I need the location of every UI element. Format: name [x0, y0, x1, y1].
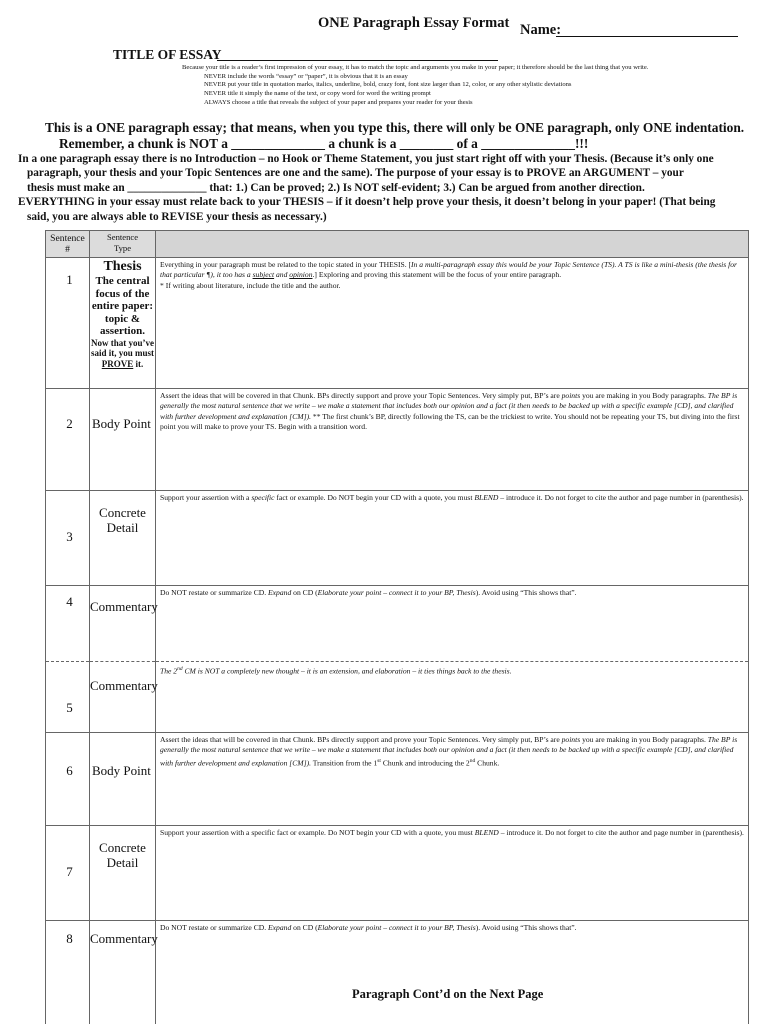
sentence-type: Body Point [90, 389, 156, 491]
title-rule: NEVER title it simply the name of the text, or copy word for word the writing prompt [204, 90, 431, 98]
table-row [46, 389, 749, 491]
name-label: Name: [520, 22, 562, 38]
desc-text: Transition from the 1 [311, 758, 378, 768]
desc-text: Do NOT restate or summarize CD. [160, 588, 269, 597]
desc-text: specific [251, 493, 275, 502]
desc-text: and [274, 270, 290, 280]
footer-continued-note: Paragraph Cont’d on the Next Page [352, 987, 544, 1001]
desc-text: you are making in you Body paragraphs. [580, 391, 708, 400]
sentence-number: 5 [46, 662, 90, 733]
intro-paragraph-everything [18, 195, 758, 224]
sentence-type: Commentary [90, 921, 156, 1024]
desc-text: Support your assertion with a specific fact or example. Do NOT begin your CD with a quote, you must [160, 828, 475, 837]
header-text: # [65, 244, 70, 255]
sentence-number: 1 [46, 258, 90, 389]
essay-title-label: TITLE OF ESSAY [113, 47, 222, 62]
title-rule: NEVER include the words “essay” or “paper”, it is obvious that it is an essay [204, 72, 408, 80]
header-description [156, 231, 749, 258]
table-row [46, 733, 749, 826]
thesis-title: Thesis [103, 259, 142, 274]
sentence-type: Concrete Detail [90, 491, 156, 586]
sentence-description[interactable] [156, 586, 749, 662]
desc-text: you are making in you Body paragraphs. [580, 735, 708, 744]
desc-text: Support your assertion with a [160, 493, 252, 502]
desc-text: Expand [268, 588, 292, 597]
desc-text: In a multi-paragraph essay this would be your Topic Sentence (TS). A TS is like a mini-thesis (the thesis for that particular ¶), it too has a [160, 260, 737, 280]
sentence-type: Body Point [90, 733, 156, 826]
desc-text: on CD ( [291, 923, 318, 932]
desc-text: .] Exploring and proving this statement will be the focus of your entire paragraph. [312, 270, 562, 280]
desc-text: BLEND [474, 828, 499, 837]
sentence-type: Commentary [90, 586, 156, 662]
table-row [46, 258, 749, 389]
thesis-note-text: it. [133, 358, 144, 369]
desc-text: – introduce it. Do not forget to cite the author and page number in (parenthesis). [498, 493, 744, 502]
sentence-number: 2 [46, 389, 90, 491]
desc-text: subject [252, 270, 275, 280]
table-row [46, 491, 749, 586]
desc-text: Assert the ideas that will be covered in that Chunk. BPs directly support and prove your Topic Sentences. Very simply put, BP’s are [160, 735, 562, 744]
desc-text: Assert the ideas that will be covered in that Chunk. BPs directly support and prove your Topic Sentences. Very simply put, BP’s are [160, 391, 562, 400]
document-title: ONE Paragraph Essay Format [318, 15, 510, 31]
intro-text: thesis must make an ______________ that: 1.) Can be proved; 2.) Is NOT self-evident; 3.) Can be argued from another direction. [27, 181, 645, 194]
desc-text: Elaborate your point – connect it to your BP, Thesis [317, 588, 476, 597]
header-sentence-number [46, 231, 90, 258]
intro-paragraph-thesis [18, 152, 758, 195]
desc-text: points [561, 391, 581, 400]
desc-text: Do NOT restate or summarize CD. [160, 923, 269, 932]
desc-text: ). Avoid using “This shows that”. [475, 588, 577, 597]
desc-text: points [561, 735, 581, 744]
sentence-type-thesis [90, 258, 156, 389]
sentence-description[interactable] [156, 662, 749, 733]
name-blank-line[interactable] [556, 36, 738, 37]
desc-text: Expand [268, 923, 292, 932]
thesis-description: The central focus of the entire paper: topic & assertion. [91, 275, 154, 337]
sentence-description[interactable] [156, 258, 749, 389]
desc-superscript: nd [469, 757, 476, 764]
sentence-number: 6 [46, 733, 90, 826]
sentence-description[interactable] [156, 826, 749, 921]
desc-text: fact or example. Do NOT begin your CD with a quote, you must [274, 493, 475, 502]
desc-superscript: st [377, 757, 381, 764]
desc-text: The 2 [160, 666, 178, 676]
desc-text: ). Avoid using “This shows that”. [475, 923, 577, 932]
table-row [46, 662, 749, 733]
table-row [46, 921, 749, 1024]
title-rule: Because your title is a reader’s first impression of your essay, it has to match the topic and arguments you make in your paper; it therefore should be the last thing that you write. [182, 64, 649, 71]
intro-line-chunk: Remember, a chunk is NOT a ______________ a chunk is a ________ of a ______________!!! [59, 136, 589, 151]
sentence-description[interactable] [156, 921, 749, 1024]
table-header-row [46, 231, 749, 258]
thesis-note-text: Now that you’ve said it, you must [90, 337, 154, 358]
sentence-type: Concrete Detail [90, 826, 156, 921]
title-rule: ALWAYS choose a title that reveals the subject of your paper and prepares your reader for your thesis [204, 98, 473, 106]
intro-text: said, you are always able to REVISE your thesis as necessary.) [27, 210, 327, 223]
desc-text: ** The first chunk’s BP, directly following the TS, can be the trickiest to write. You should not be repeating your TS, but diving into the first point you will make to prove your TS. Begin with a transition word. [160, 411, 740, 432]
essay-format-table [45, 230, 749, 1024]
sentence-description[interactable] [156, 389, 749, 491]
desc-text: BLEND [474, 493, 499, 502]
header-text: Type [113, 243, 132, 253]
sentence-type: Commentary [90, 662, 156, 733]
sentence-number: 3 [46, 491, 90, 586]
desc-text: Chunk and introducing the 2 [380, 758, 470, 768]
intro-text: paragraph, your thesis and your Topic Sentences are one and the same). The purpose of your essay is to PROVE an ARGUMENT – your [27, 167, 684, 180]
table-row [46, 826, 749, 921]
title-rules [140, 64, 740, 108]
intro-line-one-paragraph: This is a ONE paragraph essay; that means, when you type this, there will only be ONE paragraph, only ONE indentation. [45, 120, 745, 135]
title-rule: NEVER put your title in quotation marks, italics, underline, bold, crazy font, font size larger than 12, color, or any other stylistic deviations [204, 81, 572, 89]
desc-text: The BP is generally the most natural sentence that we write – we make a statement that includes both our opinion and a fact (it then needs to be backed up with a specific example [CD], and clarified with further development and explanation [CM]). [160, 391, 738, 421]
sentence-description[interactable] [156, 733, 749, 826]
essay-title-blank-line[interactable] [217, 60, 498, 61]
desc-text: The BP is generally the most natural sentence that we write – we make a statement that includes both our opinion and a fact (it then needs to be backed up with a specific example [CD], and clarified with further development and explanation [CM]). [160, 735, 738, 768]
desc-text: on CD ( [291, 588, 318, 597]
thesis-note [90, 338, 155, 370]
desc-text: CM is NOT a completely new thought – it is an extension, and elaboration – it ties things back to the thesis. [182, 666, 512, 676]
desc-superscript: nd [177, 666, 183, 672]
desc-text: opinion [289, 270, 313, 280]
sentence-number: 8 [46, 921, 90, 1024]
intro-text: EVERYTHING in your essay must relate back to your THESIS – if it doesn’t help prove your thesis, it doesn’t belong in your paper! (That being [18, 196, 716, 209]
sentence-description[interactable] [156, 491, 749, 586]
intro-instructions [18, 120, 758, 224]
desc-text: Chunk. [475, 758, 500, 768]
table-row [46, 586, 749, 662]
header-text: Sentence [50, 233, 85, 244]
sentence-number: 7 [46, 826, 90, 921]
intro-text: In a one paragraph essay there is no Introduction – no Hook or Theme Statement, you just start right off with your Thesis. (Because it’s only one [18, 153, 714, 165]
header-text: Sentence [106, 232, 139, 242]
thesis-note-prove: PROVE [101, 358, 134, 369]
desc-text: – introduce it. Do not forget to cite the author and page number in (parenthesis). [498, 828, 744, 837]
desc-text: * If writing about literature, include the title and the author. [160, 280, 341, 290]
sentence-number: 4 [46, 586, 90, 662]
header-sentence-type [90, 231, 156, 258]
desc-text: Elaborate your point – connect it to your BP, Thesis [317, 923, 476, 932]
desc-text: Everything in your paragraph must be related to the topic stated in your THESIS. [ [160, 260, 412, 269]
